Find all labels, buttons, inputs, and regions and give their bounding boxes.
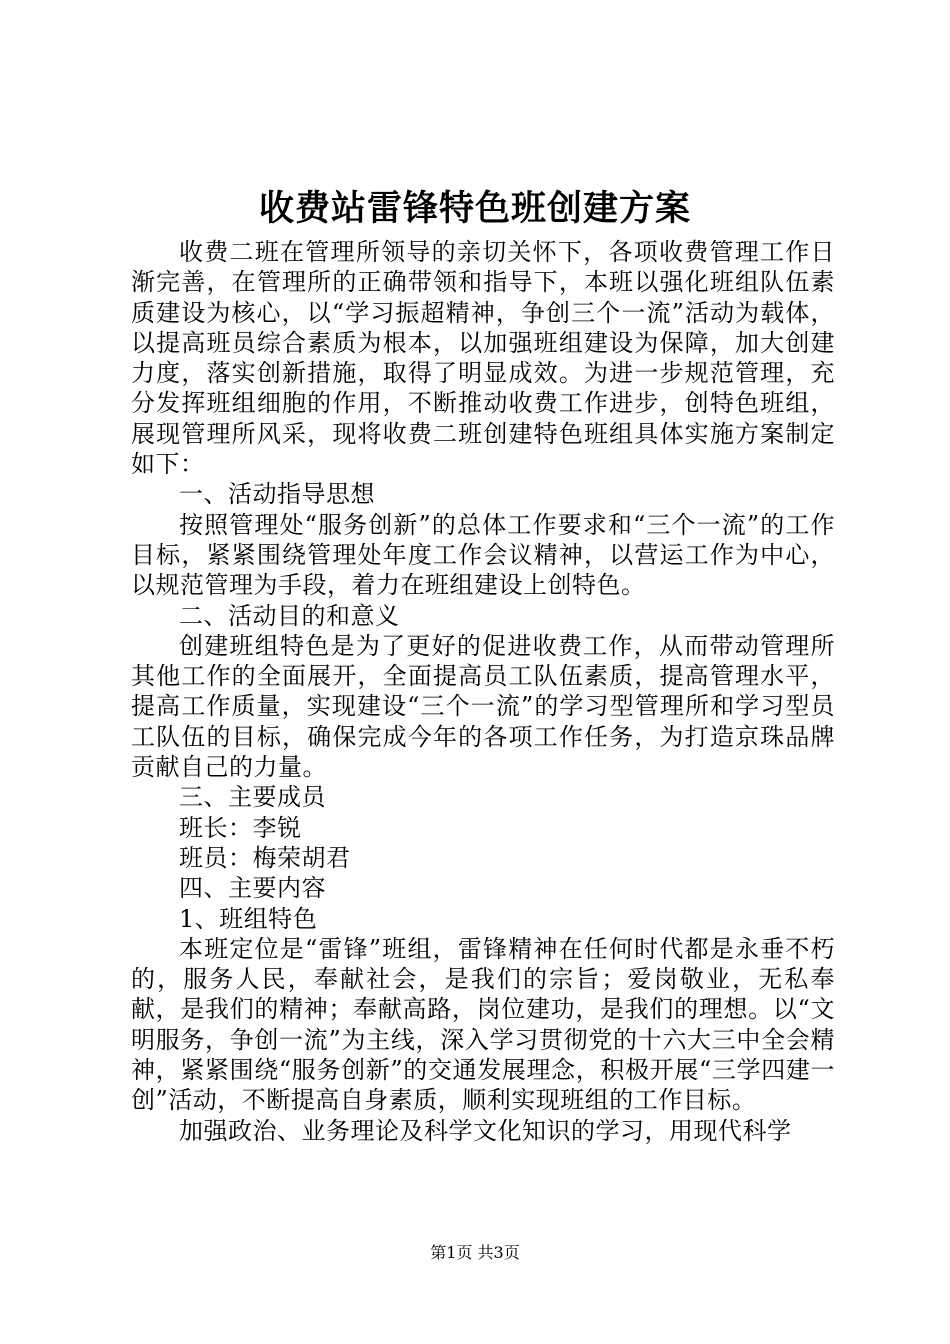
heading-members: 三、主要成员: [179, 783, 326, 812]
line-team-members: 班员：梅荣胡君: [179, 843, 351, 872]
paragraph-intro: 收费二班在管理所领导的亲切关怀下，各项收费管理工作日渐完善，在管理所的正确带领和指导下，本班以强化班组队伍素质建设为核心，以“学习振超精神，争创三个一流”活动为载体，以提高班员综合素质为根本，以加强班组建设为保障，加大创建力度，落实创新措施，取得了明显成效。为进一步规范管理，充分发挥班组细胞的作用，不断推动收费工作进步，创特色班组，展现管理所风采，现将收费二班创建特色班组具体实施方案制定如下：: [131, 238, 835, 479]
heading-main-content: 四、主要内容: [179, 874, 326, 903]
page-footer: 第1页 共3页: [430, 1243, 520, 1262]
paragraph-purpose: 创建班组特色是为了更好的促进收费工作，从而带动管理所其他工作的全面展开，全面提高员工队伍素质，提高管理水平，提高工作质量，实现建设“三个一流”的学习型管理所和学习型员工队伍的目标，确保完成今年的各项工作任务，为打造京珠品牌贡献自己的力量。: [131, 631, 835, 782]
heading-guiding-thought: 一、活动指导思想: [179, 480, 375, 509]
subheading-team-feature: 1、班组特色: [179, 904, 318, 933]
paragraph-team-feature: 本班定位是“雷锋”班组，雷锋精神在任何时代都是永垂不朽的，服务人民，奉献社会，是我们的宗旨；爱岗敬业，无私奉献，是我们的精神；奉献高路，岗位建功，是我们的理想。以“文明服务，争创一流”为主线，深入学习贯彻党的十六大三中全会精神，紧紧围绕“服务创新”的交通发展理念，积极开展“三学四建一创”活动，不断提高自身素质，顺利实现班组的工作目标。: [131, 934, 835, 1115]
paragraph-study: 加强政治、业务理论及科学文化知识的学习，用现代科学: [179, 1116, 792, 1145]
paragraph-guiding-thought: 按照管理处“服务创新”的总体工作要求和“三个一流”的工作目标，紧紧围绕管理处年度工作会议精神，以营运工作为中心，以规范管理为手段，着力在班组建设上创特色。: [131, 510, 835, 600]
heading-purpose: 二、活动目的和意义: [179, 601, 400, 630]
document-title: 收费站雷锋特色班创建方案: [258, 188, 691, 229]
document-body: [131, 237, 835, 1146]
line-team-leader: 班长：李锐: [179, 813, 302, 842]
